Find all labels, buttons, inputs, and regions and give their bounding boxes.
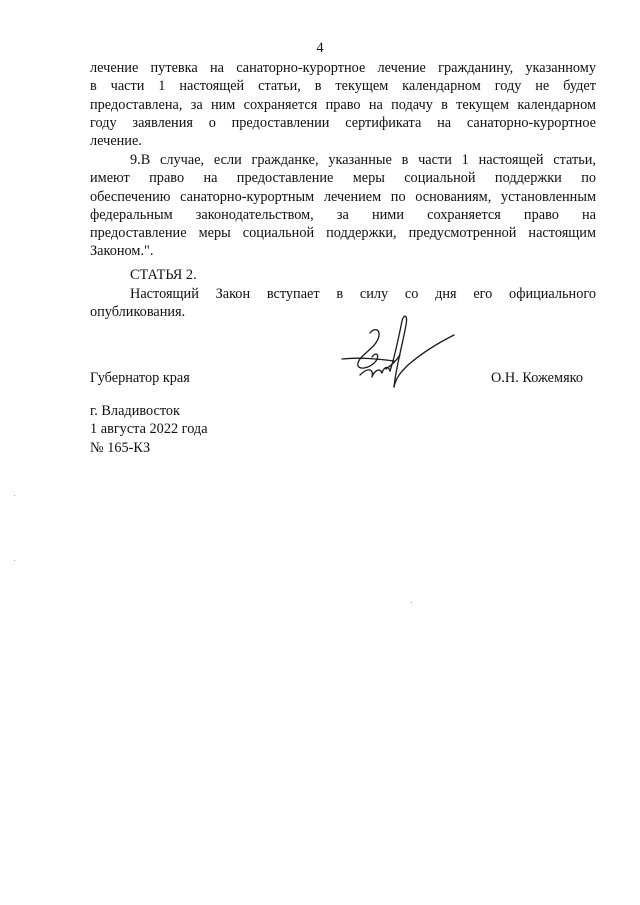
document-city: г. Владивосток [90,403,180,419]
paragraph-line: предоставление меры социальной поддержки, предусмотренной настоящим [90,225,596,242]
document-date: 1 августа 2022 года [90,421,208,438]
paragraph-line: лечение путевка на санаторно-курортное лечение гражданину, указанному [90,60,596,76]
paragraph-line: обеспечению санаторно-курортным лечением по основаниям, установленным [90,188,596,205]
document-meta [90,402,208,457]
signatory-position: Губернатор края [90,370,190,386]
paragraph-line: Законом.". [90,243,154,260]
paragraph-line: году заявления о предоставлении сертификата на санаторно-курортное [90,114,596,131]
page-number: 4 [316,40,324,56]
paragraph-9 [90,151,596,261]
scan-speck [411,602,412,603]
scan-speck [14,495,15,496]
paragraph-line: лечение. [90,133,142,150]
paragraph-continued [90,59,596,150]
paragraph-line: федеральным законодательством, за ними сохраняется право на [90,206,596,223]
document-number: № 165-КЗ [90,439,151,456]
paragraph-line: 9.В случае, если гражданке, указанные в части 1 настоящей статьи, [130,152,596,168]
paragraph-line: опубликования. [90,304,186,321]
signatory-name: О.Н. Кожемяко [491,370,584,386]
paragraph-line: имеют право на предоставление меры социальной поддержки по [90,170,596,187]
scan-speck [14,560,15,561]
paragraph-line: Настоящий Закон вступает в силу со дня его официального [130,286,596,302]
paragraph-line: предоставлена, за ним сохраняется право на подачу в текущем календарном [90,96,596,113]
paragraph-line: в части 1 настоящей статьи, в текущем календарном году не будет [90,78,596,95]
article-heading: СТАТЬЯ 2. [130,267,197,283]
handwritten-signature [330,305,460,400]
